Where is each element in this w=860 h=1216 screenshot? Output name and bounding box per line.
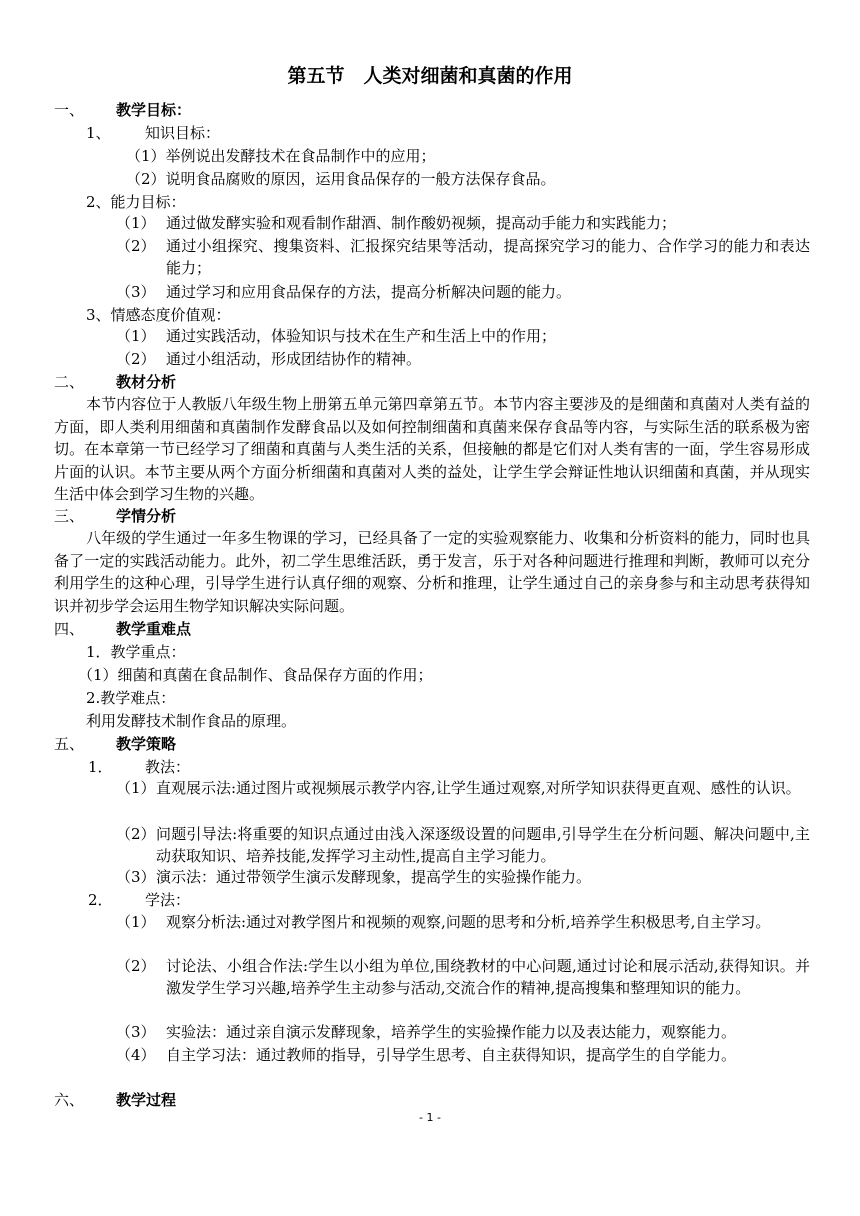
section-number: 一、 <box>54 101 85 119</box>
section-title: 教学重难点 <box>116 620 192 638</box>
item-label: 学法： <box>145 891 191 909</box>
list-item <box>0 911 860 955</box>
item-text: 通过小组探究、搜集资料、汇报探究结果等活动，提高探究学习的能力、合作学习的能力和表达能力； <box>166 237 810 277</box>
item-text: 问题引导法:将重要的知识点通过由浅入深逐级设置的问题串,引导学生在分析问题、解决问题中,主动获取知识、培养技能,发挥学习主动性,提高自主学习能力。 <box>156 825 810 865</box>
item-number: （2） <box>116 237 156 255</box>
item-number: （1） <box>116 327 156 345</box>
list-item <box>0 325 860 347</box>
item-number: （3） <box>116 868 156 886</box>
item-text: 通过实践活动，体验知识与技术在生产和生活上中的作用； <box>166 327 557 345</box>
list-item <box>0 235 860 279</box>
item-text: 讨论法、小组合作法:学生以小组为单位,围绕教材的中心问题,通过讨论和展示活动,获得知识。并激发学生学习兴趣,培养学生主动参与活动,交流合作的精神,提高搜集和整理知识的能力。 <box>166 957 810 997</box>
subheading: 1．教学重点： <box>86 643 186 661</box>
list-item <box>0 866 860 888</box>
item-number: （2） <box>116 957 156 975</box>
item-number: （2） <box>116 350 156 368</box>
list-item <box>0 777 860 821</box>
item-text: 通过做发酵实验和观看制作甜酒、制作酸奶视频，提高动手能力和实践能力； <box>166 214 677 232</box>
item-text: 直观展示法:通过图片或视频展示教学内容,让学生通过观察,对所学知识获得更直观、感性的认识。 <box>156 779 801 797</box>
page-number: - 1 - <box>419 1111 441 1124</box>
item-number: （1） <box>116 779 156 797</box>
subheading: 2、能力目标： <box>86 193 186 211</box>
paragraph: 本节内容位于人教版八年级生物上册第五单元第四章第五节。本节内容主要涉及的是细菌和真菌对人类有益的方面，即人类利用细菌和真菌制作发酵食品以及如何控制细菌和真菌来保存食品等内容，与实际生活的联系极为密切。在本章第一节已经学习了细菌和真菌与人类生活的关系，但接触的都是它们对人类有害的一面，学生容易形成片面的认识。本节主要从两个方面分析细菌和真菌对人类的益处，让学生学会辩证性地认识细菌和真菌，并从现实生活中体会到学习生物的兴趣。 <box>54 395 810 504</box>
list-item <box>0 212 860 234</box>
section-number: 三、 <box>54 507 85 525</box>
list-item <box>0 348 860 370</box>
subheading: 3、情感态度价值观： <box>86 306 231 324</box>
section-title: 教学目标： <box>116 101 192 119</box>
page-title: 第五节 人类对细菌和真菌的作用 <box>287 65 573 87</box>
section-number: 二、 <box>54 373 85 391</box>
item-text: 通过学习和应用食品保存的方法，提高分析解决问题的能力。 <box>166 283 572 301</box>
item-text: 演示法：通过带领学生演示发酵现象，提高学生的实验操作能力。 <box>156 868 592 886</box>
paragraph: 八年级的学生通过一年多生物课的学习，已经具备了一定的实验观察能力、收集和分析资料的能力，同时也具备了一定的实践活动能力。此外，初二学生思维活跃，勇于发言，乐于对各种问题进行推理和判断，教师可以充分利用学生的这种心理，引导学生进行认真仔细的观察、分析和推理，让学生通过自己的亲身参与和主动思考获得知识并初步学会运用生物学知识解决实际问题。 <box>54 529 810 615</box>
list-item: 利用发酵技术制作食品的原理。 <box>86 712 297 730</box>
item-number: 1． <box>88 758 113 776</box>
section-title: 教材分析 <box>116 373 177 391</box>
item-text: 自主学习法：通过教师的指导，引导学生思考、自主获得知识，提高学生的自学能力。 <box>166 1046 737 1064</box>
subheading: 2.教学难点： <box>86 689 176 707</box>
list-item <box>0 823 860 867</box>
item-label: 教法： <box>145 758 191 776</box>
section-number: 五、 <box>54 735 85 753</box>
list-item <box>0 1021 860 1043</box>
section-title: 教学策略 <box>116 735 177 753</box>
list-item <box>0 281 860 303</box>
list-item: （2）说明食品腐败的原因，运用食品保存的一般方法保存食品。 <box>126 170 556 188</box>
item-number: 2． <box>88 891 113 909</box>
list-item <box>0 1044 860 1066</box>
item-number: （4） <box>116 1046 156 1064</box>
section-number: 四、 <box>54 620 85 638</box>
item-number: （2） <box>116 825 156 843</box>
item-number: （3） <box>116 283 156 301</box>
item-number: 1、 <box>86 124 111 142</box>
list-item: （1）细菌和真菌在食品制作、食品保存方面的作用； <box>78 666 433 684</box>
section-number: 六、 <box>54 1091 85 1109</box>
item-number: （1） <box>116 913 156 931</box>
item-text: 通过小组活动，形成团结协作的精神。 <box>166 350 422 368</box>
list-item <box>0 955 860 1021</box>
item-text: 观察分析法:通过对教学图片和视频的观察,问题的思考和分析,培养学生积极思考,自主学习。 <box>166 913 771 931</box>
section-title: 教学过程 <box>116 1091 177 1109</box>
item-number: （3） <box>116 1023 156 1041</box>
item-text: 实验法：通过亲自演示发酵现象，培养学生的实验操作能力以及表达能力，观察能力。 <box>166 1023 737 1041</box>
item-number: （1） <box>116 214 156 232</box>
item-label: 知识目标： <box>145 124 221 142</box>
list-item: （1）举例说出发酵技术在食品制作中的应用； <box>126 147 436 165</box>
section-title: 学情分析 <box>116 507 177 525</box>
